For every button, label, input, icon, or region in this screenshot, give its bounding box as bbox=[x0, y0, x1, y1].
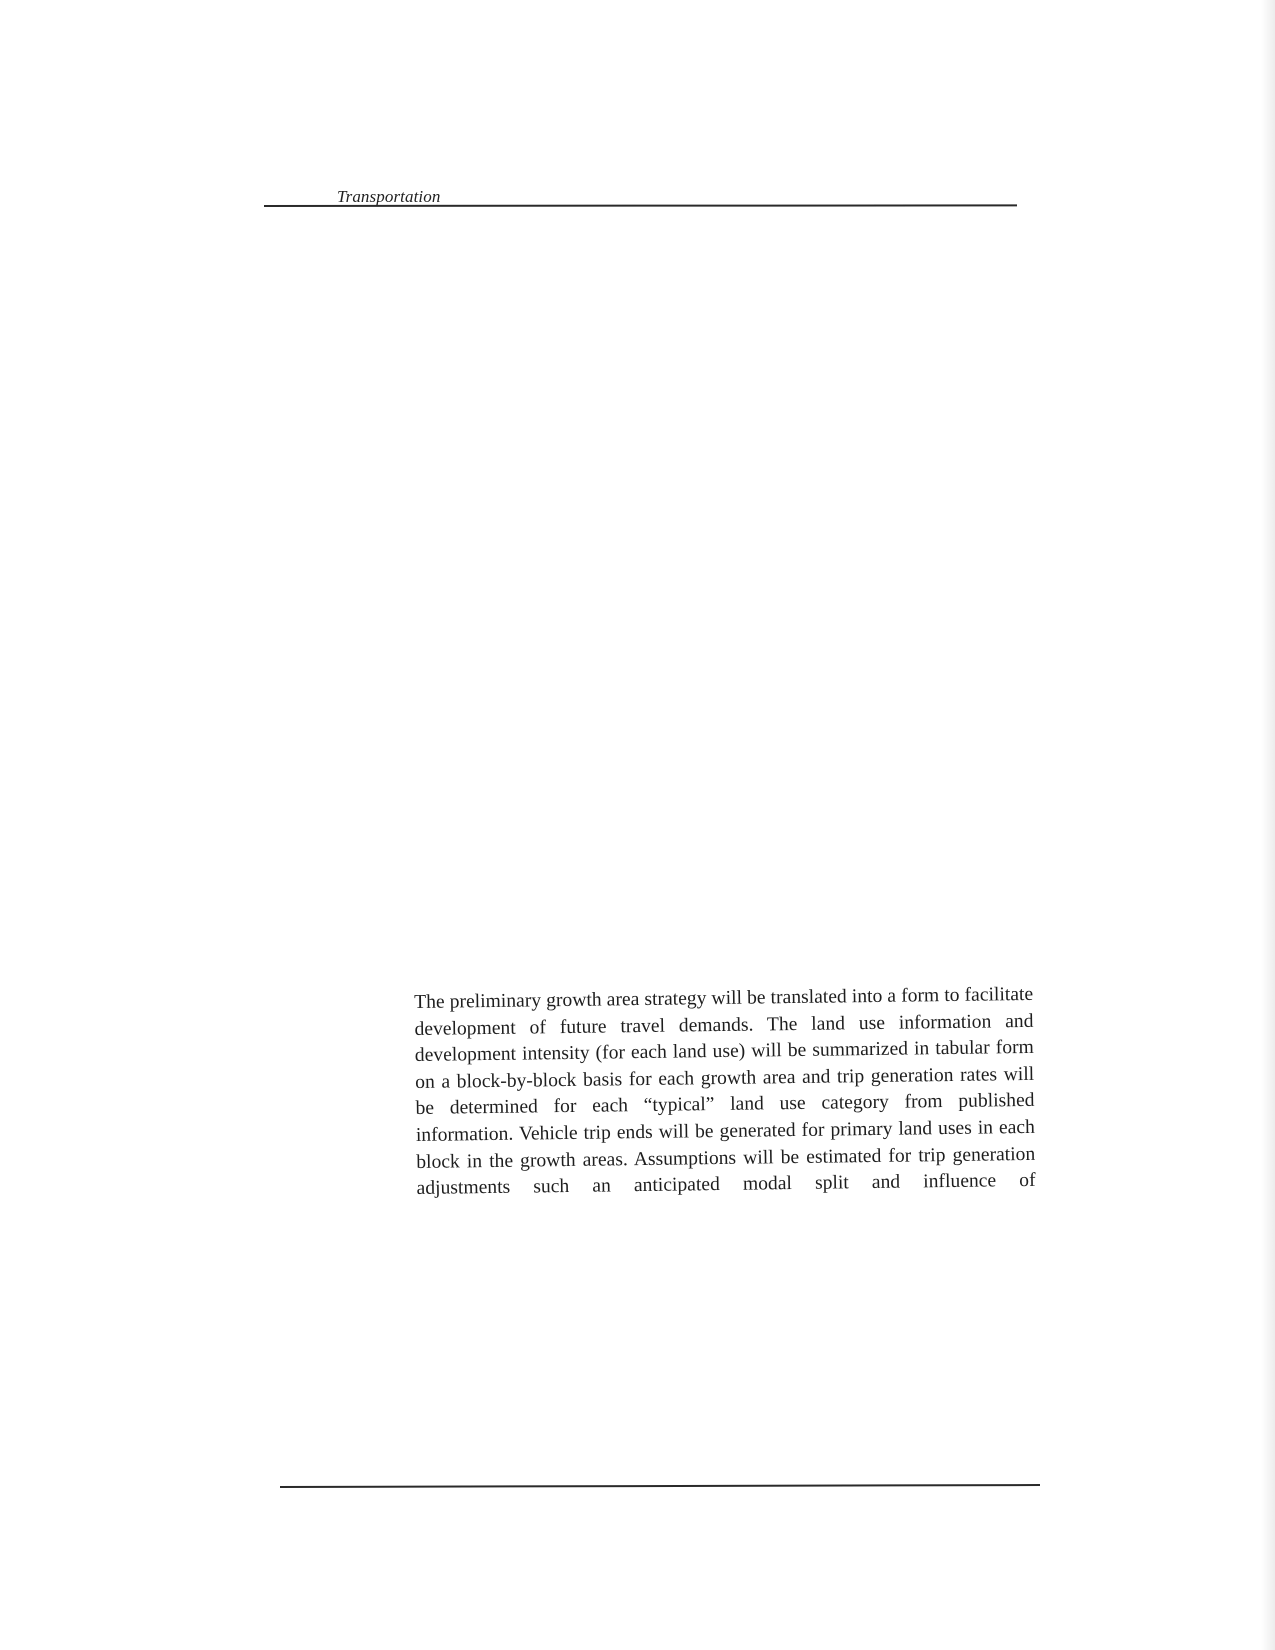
body-paragraph: The preliminary growth area strategy will be translated into a form to facilitate development of future travel demands. The land use information and development intensity (for each land use) will be summarized in tabular form on a block-by-block basis for each growth area and trip generation rates will be determined for each “typical” land use category from published information. Vehicle trip ends will be generated for primary land uses in each block in the growth areas. Assumptions will be estimated for trip generation adjustments such an anticipated modal split and influence of bbox=[414, 983, 1036, 1200]
running-header-title: Transportation bbox=[337, 187, 441, 206]
scan-edge-shadow bbox=[1261, 0, 1275, 1650]
header-rule bbox=[264, 204, 1017, 207]
footer-rule bbox=[280, 1484, 1040, 1488]
